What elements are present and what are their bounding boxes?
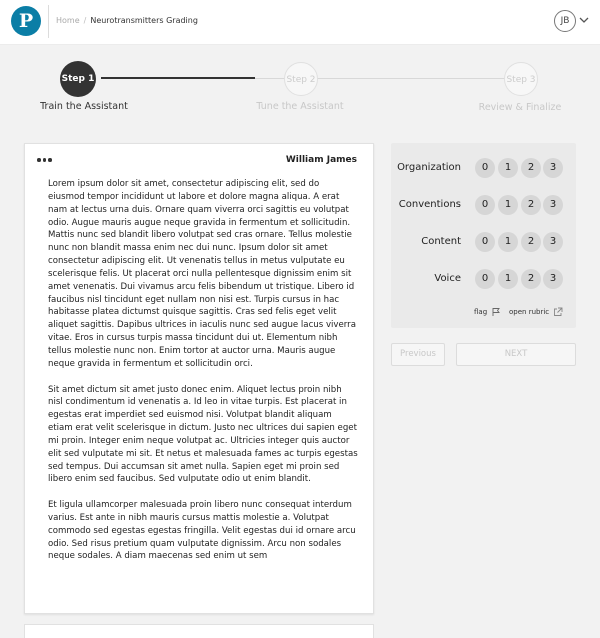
breadcrumb-separator: /	[83, 16, 87, 25]
flag-icon	[491, 307, 501, 317]
score-button-3[interactable]: 3	[543, 158, 563, 178]
rubric-criterion-label: Content	[421, 236, 461, 247]
score-button-0[interactable]: 0	[475, 158, 495, 178]
score-button-2[interactable]: 2	[521, 158, 541, 178]
header-divider	[48, 5, 49, 38]
step-3-label: Review & Finalize	[478, 102, 562, 113]
step-3-indicator[interactable]: Step 3	[504, 62, 538, 96]
external-link-icon	[553, 307, 563, 317]
rubric-criterion-label: Voice	[434, 273, 461, 284]
score-button-0[interactable]: 0	[475, 269, 495, 289]
score-button-0[interactable]: 0	[475, 195, 495, 215]
essay-paragraph: Lorem ipsum dolor sit amet, consectetur adipiscing elit, sed do eiusmod tempor incididunt ut labore et dolore magna aliqua. A erat nam at lectus urna duis. Ornare quam viverra orci sagittis eu volutpat odio. Augue mauris augue neque gravida in fermentum et sollicitudin. Mattis nunc sed blandit libero volutpat sed cras ornare. Tellus molestie nunc non blandit massa enim nec dui nunc. Ipsum dolor sit amet consectetur adipiscing elit. Ut venenatis tellus in metus vulputate eu scelerisque felis. Ut placerat orci nulla pellentesque dignissim enim sit amet venenatis. Dui vivamus arcu felis bibendum ut tristique. Libero id faucibus nisl tincidunt eget nullam non nisi est. Turpis cursus in hac habitasse platea dictumst quisque sagittis. Cras sed felis eget velit aliquet sagittis. Dapibus ultrices in iaculis nunc sed augue lacus viverra vitae. Eros in cursus turpis massa tincidunt dui ut. Elementum nibh tellus molestie nunc non. Enim tortor at auctor urna. Mauris augue neque gravida in fermentum et sollicitudin orci.	[48, 179, 356, 369]
score-button-3[interactable]: 3	[543, 195, 563, 215]
essay-author: William James	[285, 155, 357, 165]
breadcrumb	[56, 16, 198, 25]
essay-paragraph: Sit amet dictum sit amet justo donec enim. Aliquet lectus proin nibh nisl condimentum id venenatis a. Id leo in vitae turpis. Est placerat in egestas erat imperdiet sed euismod nisi. Volutpat blandit aliquam etiam erat velit scelerisque in dictum. Justo nec ultrices dui sapien eget mi proin. Integer enim neque volutpat ac. Ultricies integer quis auctor elit sed vulputate mi sit. Et netus et malesuada fames ac turpis egestas sed tempus. Dui accumsan sit amet nulla. Sapien eget mi proin sed libero enim sed faucibus. Sed vulputate odio ut enim blandit.	[48, 384, 358, 485]
score-button-3[interactable]: 3	[543, 269, 563, 289]
more-horizontal-icon[interactable]	[37, 158, 53, 164]
score-button-2[interactable]: 2	[521, 232, 541, 252]
score-button-1[interactable]: 1	[498, 195, 518, 215]
top-header	[0, 0, 600, 45]
step-1-indicator[interactable]: Step 1	[60, 61, 96, 97]
score-button-1[interactable]: 1	[498, 158, 518, 178]
step-1-label: Train the Assistant	[40, 101, 128, 112]
next-essay-card	[24, 624, 374, 638]
open-rubric-link[interactable]	[509, 307, 563, 317]
rubric-row-organization	[391, 157, 576, 179]
step-connector-1	[101, 77, 255, 79]
score-button-3[interactable]: 3	[543, 232, 563, 252]
open-rubric-label: open rubric	[509, 308, 550, 316]
breadcrumb-home-link[interactable]: Home	[56, 16, 80, 25]
rubric-criterion-label: Organization	[397, 162, 461, 173]
rubric-panel	[391, 143, 576, 328]
chevron-down-icon[interactable]	[578, 14, 590, 26]
previous-button[interactable]: Previous	[391, 343, 445, 366]
rubric-row-content	[391, 231, 576, 253]
essay-paragraph: Et ligula ullamcorper malesuada proin libero nunc consequat interdum varius. Est ante in nibh mauris cursus mattis molestie a. Volutpat commodo sed egestas egestas fringilla. Velit egestas dui id ornare arcu odio. Sed risus pretium quam vulputate dignissim. Arcu non sodales neque sodales. A diam maecenas sed enim ut sem	[48, 500, 356, 562]
user-avatar[interactable]: JB	[554, 10, 576, 32]
score-button-0[interactable]: 0	[475, 232, 495, 252]
next-button[interactable]: NEXT	[456, 343, 576, 366]
score-button-2[interactable]: 2	[521, 195, 541, 215]
rubric-criterion-label: Conventions	[398, 199, 461, 210]
essay-text	[48, 178, 358, 590]
breadcrumb-current: Neurotransmitters Grading	[90, 16, 198, 25]
score-button-1[interactable]: 1	[498, 269, 518, 289]
score-button-1[interactable]: 1	[498, 232, 518, 252]
rubric-row-voice	[391, 268, 576, 290]
flag-label: flag	[474, 308, 488, 316]
pearson-logo-icon[interactable]: P	[11, 6, 41, 36]
score-button-2[interactable]: 2	[521, 269, 541, 289]
step-2-indicator[interactable]: Step 2	[284, 62, 318, 96]
essay-card	[24, 143, 374, 614]
progress-stepper	[0, 45, 600, 127]
flag-button[interactable]	[474, 307, 501, 317]
rubric-row-conventions	[391, 194, 576, 216]
step-2-label: Tune the Assistant	[256, 101, 344, 112]
